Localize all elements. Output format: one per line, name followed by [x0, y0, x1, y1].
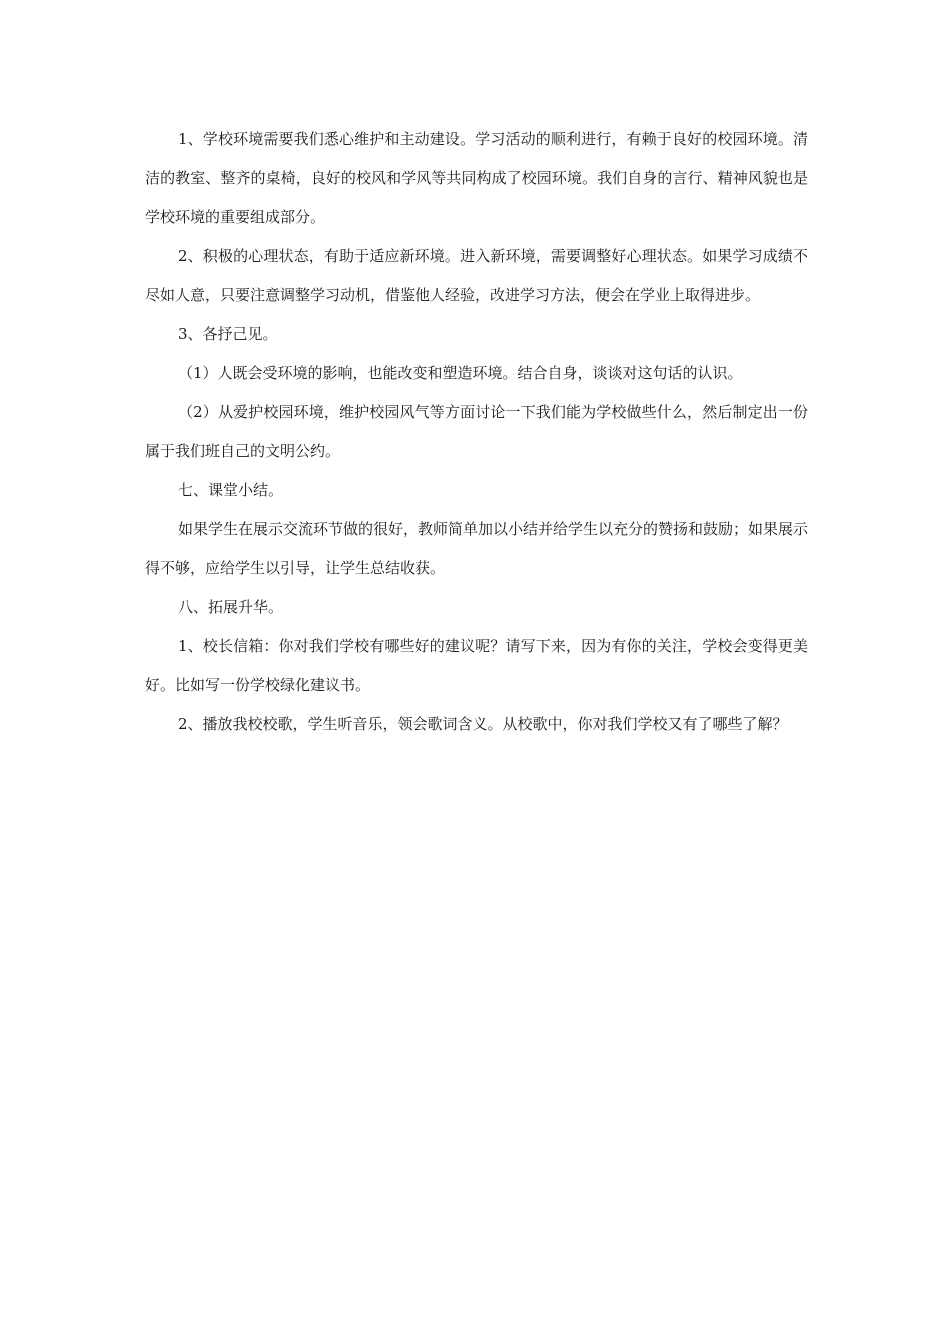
paragraph-school-environment: 1、学校环境需要我们悉心维护和主动建设。学习活动的顺利进行，有赖于良好的校园环境。清洁的教室、整齐的桌椅，良好的校风和学风等共同构成了校园环境。我们自身的言行、精神风貌也是学校环境的重要组成部分。: [145, 130, 808, 226]
paragraph-discussion-question-2: （2）从爱护校园环境，维护校园风气等方面讨论一下我们能为学校做些什么，然后制定出一份属于我们班自己的文明公约。: [145, 403, 808, 460]
paragraph-mental-state: 2、积极的心理状态，有助于适应新环境。进入新环境，需要调整好心理状态。如果学习成绩不尽如人意，只要注意调整学习动机，借鉴他人经验，改进学习方法，便会在学业上取得进步。: [145, 247, 808, 304]
paragraph-principal-mailbox: 1、校长信箱：你对我们学校有哪些好的建议呢？请写下来，因为有你的关注，学校会变得更美好。比如写一份学校绿化建议书。: [145, 637, 808, 694]
document-body: [145, 120, 808, 744]
paragraph-summary: 如果学生在展示交流环节做的很好，教师简单加以小结并给学生以充分的赞扬和鼓励；如果展示得不够，应给学生以引导，让学生总结收获。: [145, 520, 809, 577]
paragraph-discussion-question-1: （1）人既会受环境的影响，也能改变和塑造环境。结合自身，谈谈对这句话的认识。: [178, 364, 743, 382]
section-heading-extension: 八、拓展升华。: [178, 598, 284, 616]
section-heading-summary: 七、课堂小结。: [178, 481, 284, 499]
paragraph-discussion-heading: 3、各抒己见。: [178, 325, 278, 343]
paragraph-school-song: 2、播放我校校歌，学生听音乐，领会歌词含义。从校歌中，你对我们学校又有了哪些了解？: [178, 715, 788, 733]
